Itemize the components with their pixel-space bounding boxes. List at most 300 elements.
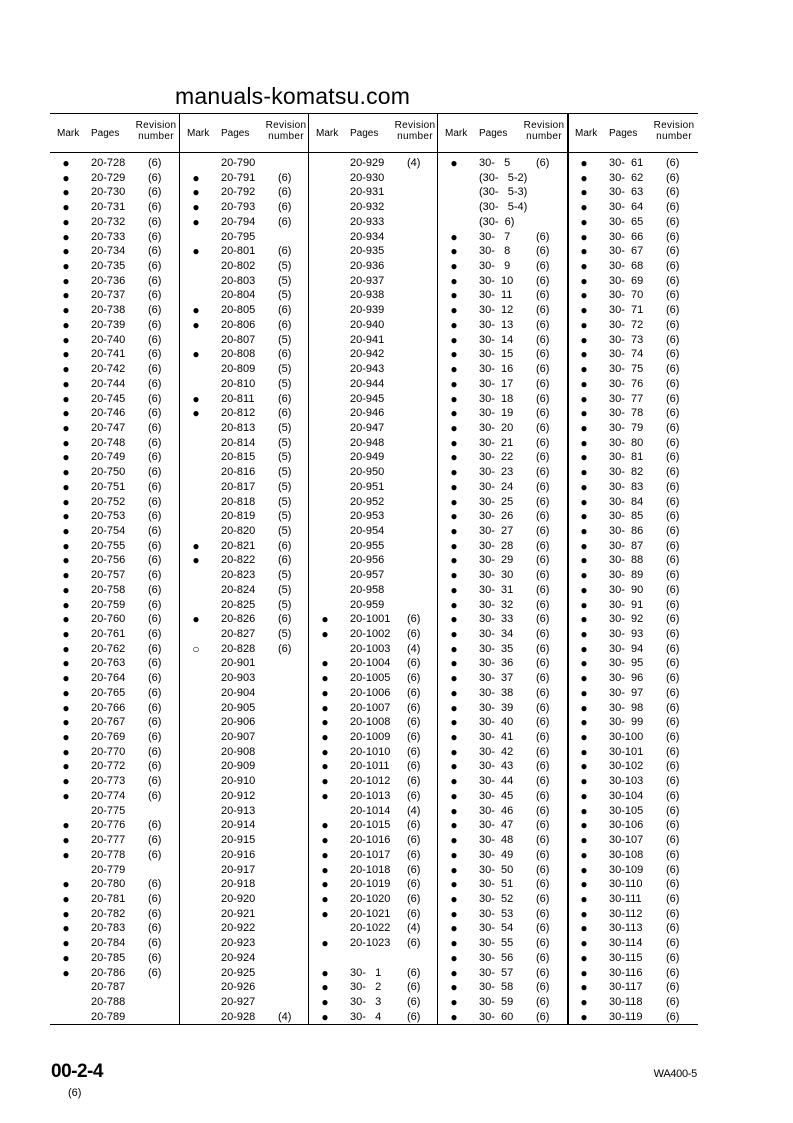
- revision-mark-icon: ●: [62, 435, 70, 450]
- page-cell: 20-803: [221, 274, 256, 287]
- page-cell: 20-957: [350, 569, 385, 582]
- page-cell: 20-1008: [350, 716, 391, 729]
- page-cell: 30- 76: [609, 377, 644, 390]
- page-cell: 20-816: [221, 466, 256, 479]
- revision-mark-icon: ●: [580, 200, 588, 215]
- table-row: [309, 539, 438, 554]
- table-row: [568, 789, 697, 804]
- column-group: [180, 114, 309, 1024]
- revision-cell: (4): [407, 922, 421, 935]
- column-group: [309, 114, 438, 1024]
- page-cell: 30- 71: [609, 304, 644, 317]
- row-list: [568, 156, 697, 1024]
- revision-mark-icon: ●: [580, 244, 588, 259]
- revision-mark-icon: ●: [192, 347, 200, 362]
- revision-mark-icon: ●: [62, 774, 70, 789]
- table-row: [50, 818, 179, 833]
- revision-mark-icon: ●: [580, 435, 588, 450]
- revision-mark-icon: ●: [450, 994, 458, 1009]
- page-cell: 20-757: [91, 569, 126, 582]
- revision-cell: (6): [407, 613, 421, 626]
- revision-mark-icon: ●: [321, 730, 329, 745]
- page-cell: 30- 41: [479, 731, 514, 744]
- revision-cell: (6): [148, 289, 162, 302]
- revision-cell: (6): [407, 863, 421, 876]
- revision-cell: (6): [536, 377, 550, 390]
- revision-cell: (6): [536, 304, 550, 317]
- revision-mark-icon: ●: [580, 214, 588, 229]
- revision-cell: (6): [536, 995, 550, 1008]
- table-row: [438, 259, 567, 274]
- revision-cell: (6): [666, 804, 680, 817]
- table-row: [309, 627, 438, 642]
- table-row: [180, 966, 309, 981]
- revision-mark-icon: ●: [62, 568, 70, 583]
- table-row: [180, 715, 309, 730]
- table-row: [309, 598, 438, 613]
- revision-cell: (6): [148, 186, 162, 199]
- page-cell: 20-782: [91, 907, 126, 920]
- page-cell: 30- 63: [609, 186, 644, 199]
- table-row: [568, 436, 697, 451]
- page-cell: 20-1012: [350, 775, 391, 788]
- table-row: [180, 480, 309, 495]
- header-mark: Mark: [187, 128, 210, 139]
- table-row: [180, 539, 309, 554]
- page-cell: 30- 44: [479, 775, 514, 788]
- page-cell: 30- 77: [609, 392, 644, 405]
- revision-cell: (6): [407, 878, 421, 891]
- table-row: [180, 465, 309, 480]
- page-cell: 20-812: [221, 407, 256, 420]
- page-cell: 20-949: [350, 451, 385, 464]
- page-cell: 20-912: [221, 789, 256, 802]
- revision-mark-icon: ●: [321, 656, 329, 671]
- table-row: [309, 730, 438, 745]
- revision-cell: (6): [407, 834, 421, 847]
- table-row: [438, 465, 567, 480]
- table-row: [180, 995, 309, 1010]
- page-cell: 30- 53: [479, 907, 514, 920]
- page-cell: 30- 73: [609, 333, 644, 346]
- revision-mark-icon: ●: [580, 523, 588, 538]
- page-cell: 20-809: [221, 363, 256, 376]
- revision-cell: (6): [536, 878, 550, 891]
- table-row: [438, 774, 567, 789]
- revision-mark-icon: ●: [192, 317, 200, 332]
- revision-cell: (5): [278, 451, 292, 464]
- revision-mark-icon: ●: [62, 170, 70, 185]
- page-cell: 30- 30: [479, 569, 514, 582]
- page-cell: 20-938: [350, 289, 385, 302]
- page-cell: 30-105: [609, 804, 644, 817]
- revision-cell: (6): [536, 274, 550, 287]
- table-row: [180, 156, 309, 171]
- page-cell: 20-762: [91, 642, 126, 655]
- revision-cell: (6): [148, 318, 162, 331]
- table-row: [438, 362, 567, 377]
- revision-cell: (6): [666, 539, 680, 552]
- page-cell: 20-935: [350, 245, 385, 258]
- revision-cell: (6): [536, 701, 550, 714]
- table-row: [309, 951, 438, 966]
- table-row: [180, 436, 309, 451]
- page-cell: 20-931: [350, 186, 385, 199]
- page-cell: 30- 82: [609, 466, 644, 479]
- page-cell: 30- 10: [479, 274, 514, 287]
- revision-mark-icon: ●: [192, 553, 200, 568]
- revision-mark-icon: ●: [450, 420, 458, 435]
- revision-cell: (6): [666, 1010, 680, 1023]
- revision-cell: (6): [536, 436, 550, 449]
- revision-mark-icon: ●: [580, 450, 588, 465]
- page-cell: 20-772: [91, 760, 126, 773]
- table-row: [309, 509, 438, 524]
- table-row: [568, 347, 697, 362]
- revision-mark-icon: ●: [580, 317, 588, 332]
- page-cell: 20-728: [91, 157, 126, 169]
- revision-mark-icon: ●: [580, 391, 588, 406]
- revision-mark-icon: ●: [62, 509, 70, 524]
- revision-cell: (6): [148, 760, 162, 773]
- page-cell: 30-109: [609, 863, 644, 876]
- revision-cell: (6): [536, 922, 550, 935]
- revision-mark-icon: ●: [450, 259, 458, 274]
- page-cell: 20-944: [350, 377, 385, 390]
- table-row: [180, 1010, 309, 1025]
- page-cell: 20-928: [221, 1010, 256, 1023]
- revision-mark-icon: ●: [580, 936, 588, 951]
- revision-mark-icon: ●: [321, 936, 329, 951]
- table-row: [180, 759, 309, 774]
- table-row: [50, 347, 179, 362]
- revision-cell: (6): [148, 510, 162, 523]
- page-cell: 30- 19: [479, 407, 514, 420]
- table-row: [309, 171, 438, 186]
- revision-cell: (6): [148, 937, 162, 950]
- revision-mark-icon: ●: [62, 921, 70, 936]
- table-row: [50, 980, 179, 995]
- page-cell: 30- 14: [479, 333, 514, 346]
- revision-mark-icon: ●: [580, 994, 588, 1009]
- revision-cell: (6): [536, 583, 550, 596]
- table-row: [568, 980, 697, 995]
- table-row: [50, 642, 179, 657]
- table-row: [438, 509, 567, 524]
- table-row: [438, 627, 567, 642]
- page-cell: 30- 83: [609, 480, 644, 493]
- table-row: [309, 774, 438, 789]
- page-cell: 30- 9: [479, 260, 511, 273]
- revision-mark-icon: ●: [62, 523, 70, 538]
- revision-mark-icon: ●: [62, 891, 70, 906]
- page-cell: 30- 93: [609, 628, 644, 640]
- revision-cell: (6): [536, 760, 550, 773]
- revision-cell: (5): [278, 466, 292, 479]
- revision-cell: (6): [148, 495, 162, 508]
- header-pages: Pages: [609, 128, 638, 139]
- table-row: [180, 583, 309, 598]
- page-cell: 30- 15: [479, 348, 514, 361]
- revision-cell: (6): [666, 451, 680, 464]
- table-row: [50, 230, 179, 245]
- revision-mark-icon: ●: [450, 862, 458, 877]
- table-row: [438, 804, 567, 819]
- page-cell: 30- 36: [479, 657, 514, 670]
- revision-cell: (6): [536, 495, 550, 508]
- table-row: [309, 715, 438, 730]
- revision-cell: (6): [148, 171, 162, 184]
- page-cell: 30- 22: [479, 451, 514, 464]
- table-row: [309, 553, 438, 568]
- revision-cell: (6): [536, 466, 550, 479]
- revision-cell: (5): [278, 524, 292, 537]
- revision-cell: (6): [407, 937, 421, 950]
- page-cell: 20-955: [350, 539, 385, 552]
- revision-mark-icon: ●: [580, 156, 588, 170]
- table-row: [568, 833, 697, 848]
- page-cell: 20-802: [221, 260, 256, 273]
- page-cell: 30- 25: [479, 495, 514, 508]
- table-row: [180, 863, 309, 878]
- revision-mark-icon: ●: [450, 406, 458, 421]
- table-row: [50, 436, 179, 451]
- table-row: [309, 612, 438, 627]
- table-row: [438, 863, 567, 878]
- table-row: [438, 450, 567, 465]
- revision-mark-icon: ●: [450, 744, 458, 759]
- revision-cell: (6): [148, 951, 162, 964]
- revision-cell: (6): [278, 215, 292, 228]
- page-cell: 30- 46: [479, 804, 514, 817]
- revision-cell: (6): [407, 701, 421, 714]
- table-row: [309, 892, 438, 907]
- revision-mark-icon: ●: [62, 391, 70, 406]
- revision-cell: (6): [536, 981, 550, 994]
- table-row: [50, 671, 179, 686]
- page-cell: 20-923: [221, 937, 256, 950]
- row-list: [180, 156, 309, 1024]
- revision-cell: (4): [407, 804, 421, 817]
- page-cell: 20-922: [221, 922, 256, 935]
- revision-mark-icon: ●: [62, 406, 70, 421]
- revision-cell: (6): [666, 363, 680, 376]
- table-row: [50, 583, 179, 598]
- table-row: [309, 185, 438, 200]
- page-cell: 20-942: [350, 348, 385, 361]
- page-cell: 30- 78: [609, 407, 644, 420]
- revision-cell: (6): [536, 569, 550, 582]
- revision-mark-icon: ●: [192, 170, 200, 185]
- table-row: [50, 215, 179, 230]
- page-cell: 30- 62: [609, 171, 644, 184]
- table-row: [309, 303, 438, 318]
- revision-cell: (5): [278, 628, 292, 640]
- revision-cell: (6): [407, 892, 421, 905]
- revision-mark-icon: ●: [450, 759, 458, 774]
- table-row: [568, 288, 697, 303]
- table-row: [309, 347, 438, 362]
- page-cell: 20-789: [91, 1010, 126, 1023]
- revision-cell: (6): [407, 760, 421, 773]
- table-row: [309, 936, 438, 951]
- table-row: [180, 936, 309, 951]
- revision-mark-icon: ●: [62, 818, 70, 833]
- revision-mark-icon: ●: [62, 494, 70, 509]
- table-row: [309, 745, 438, 760]
- revision-mark-icon: ●: [321, 965, 329, 980]
- table-row: [438, 539, 567, 554]
- page-cell: 30-115: [609, 951, 643, 964]
- revision-mark-icon: ●: [580, 494, 588, 509]
- page-cell: 30- 96: [609, 672, 644, 685]
- revision-mark-icon: ●: [580, 420, 588, 435]
- revision-cell: (6): [407, 981, 421, 994]
- table-row: [568, 951, 697, 966]
- revision-cell: (6): [666, 436, 680, 449]
- table-row: [568, 656, 697, 671]
- page-cell: 20-1013: [350, 789, 391, 802]
- page-cell: 20-904: [221, 686, 256, 699]
- revision-cell: (6): [666, 981, 680, 994]
- page-cell: 20-767: [91, 716, 126, 729]
- table-row: [438, 612, 567, 627]
- page-cell: 20-1009: [350, 731, 391, 744]
- page-cell: (30- 5-3): [479, 186, 528, 199]
- page-cell: 20-751: [91, 480, 126, 493]
- revision-mark-icon: ●: [62, 641, 70, 656]
- page-cell: 20-914: [221, 819, 256, 832]
- revision-mark-icon: ●: [192, 391, 200, 406]
- revision-mark-icon: ●: [62, 288, 70, 303]
- page-cell: 20-822: [221, 554, 256, 567]
- revision-cell: (6): [666, 731, 680, 744]
- revision-cell: (6): [536, 628, 550, 640]
- revision-cell: (6): [148, 466, 162, 479]
- revision-mark-icon: ●: [321, 685, 329, 700]
- table-row: [309, 701, 438, 716]
- page-cell: 20-731: [91, 201, 126, 214]
- table-row: [438, 936, 567, 951]
- page-cell: 30- 50: [479, 863, 514, 876]
- revision-cell: (6): [536, 775, 550, 788]
- table-row: [568, 392, 697, 407]
- column-group: [438, 114, 567, 1024]
- revision-mark-icon: ●: [62, 597, 70, 612]
- revision-cell: (6): [536, 613, 550, 626]
- revision-cell: (6): [148, 215, 162, 228]
- revision-cell: (5): [278, 436, 292, 449]
- page-cell: 20-953: [350, 510, 385, 523]
- table-row: [309, 1010, 438, 1025]
- revision-cell: (5): [278, 289, 292, 302]
- revision-cell: (6): [666, 201, 680, 214]
- page-cell: 20-940: [350, 318, 385, 331]
- page-cell: 20-750: [91, 466, 126, 479]
- page-cell: 20-909: [221, 760, 256, 773]
- table-row: [568, 774, 697, 789]
- revision-cell: (6): [407, 657, 421, 670]
- revision-mark-icon: ●: [62, 627, 70, 641]
- page-cell: 20-910: [221, 775, 256, 788]
- page-cell: 20-918: [221, 878, 256, 891]
- revision-cell: (6): [536, 907, 550, 920]
- table-row: [180, 789, 309, 804]
- revision-mark-icon: ●: [580, 715, 588, 730]
- header-mark: Mark: [445, 128, 468, 139]
- page-cell: 20-939: [350, 304, 385, 317]
- table-row: [180, 951, 309, 966]
- revision-mark-icon: ●: [321, 818, 329, 833]
- table-row: [50, 421, 179, 436]
- revision-mark-icon: ●: [580, 862, 588, 877]
- revision-cell: (6): [666, 966, 680, 979]
- page-cell: 20-776: [91, 819, 126, 832]
- page-cell: 20-824: [221, 583, 256, 596]
- table-row: [50, 627, 179, 642]
- page-cell: 30- 21: [479, 436, 514, 449]
- table-row: [568, 480, 697, 495]
- page-cell: 20-930: [350, 171, 385, 184]
- revision-cell: (6): [536, 951, 550, 964]
- table-row: [568, 848, 697, 863]
- revision-cell: (6): [536, 318, 550, 331]
- page-cell: 30- 7: [479, 230, 511, 243]
- page-cell: 20-790: [221, 157, 256, 169]
- page-cell: 20-907: [221, 731, 256, 744]
- table-row: [50, 156, 179, 171]
- revision-cell: (6): [148, 686, 162, 699]
- page-cell: 20-736: [91, 274, 126, 287]
- revision-cell: (6): [148, 569, 162, 582]
- table-row: [50, 715, 179, 730]
- table-row: [50, 406, 179, 421]
- revision-mark-icon: ●: [450, 317, 458, 332]
- page-cell: 20-742: [91, 363, 126, 376]
- page-cell: 20-934: [350, 230, 385, 243]
- page-cell: 30-106: [609, 819, 644, 832]
- page-cell: 30-111: [609, 892, 642, 905]
- page-cell: 30- 28: [479, 539, 514, 552]
- table-row: [438, 274, 567, 289]
- table-row: [50, 480, 179, 495]
- page-cell: 20-788: [91, 995, 126, 1008]
- revision-mark-icon: ●: [580, 641, 588, 656]
- table-row: [50, 789, 179, 804]
- page-cell: 30-104: [609, 789, 644, 802]
- page-cell: 20-915: [221, 834, 256, 847]
- table-row: [309, 259, 438, 274]
- revision-cell: (6): [666, 215, 680, 228]
- revision-cell: (6): [148, 848, 162, 861]
- table-row: [438, 656, 567, 671]
- table-row: [50, 303, 179, 318]
- revision-mark-icon: ●: [321, 980, 329, 995]
- revision-mark-icon: ●: [580, 347, 588, 362]
- revision-cell: (6): [666, 230, 680, 243]
- page-cell: 20-932: [350, 201, 385, 214]
- revision-cell: (6): [536, 731, 550, 744]
- table-row: [180, 627, 309, 642]
- page-cell: 20-801: [221, 245, 256, 258]
- table-row: [309, 863, 438, 878]
- revision-cell: (6): [148, 392, 162, 405]
- revision-mark-icon: ●: [580, 465, 588, 480]
- page-cell: 20-901: [221, 657, 256, 670]
- revision-cell: (6): [278, 318, 292, 331]
- revision-mark-icon: ●: [450, 833, 458, 848]
- page-cell: 30- 65: [609, 215, 644, 228]
